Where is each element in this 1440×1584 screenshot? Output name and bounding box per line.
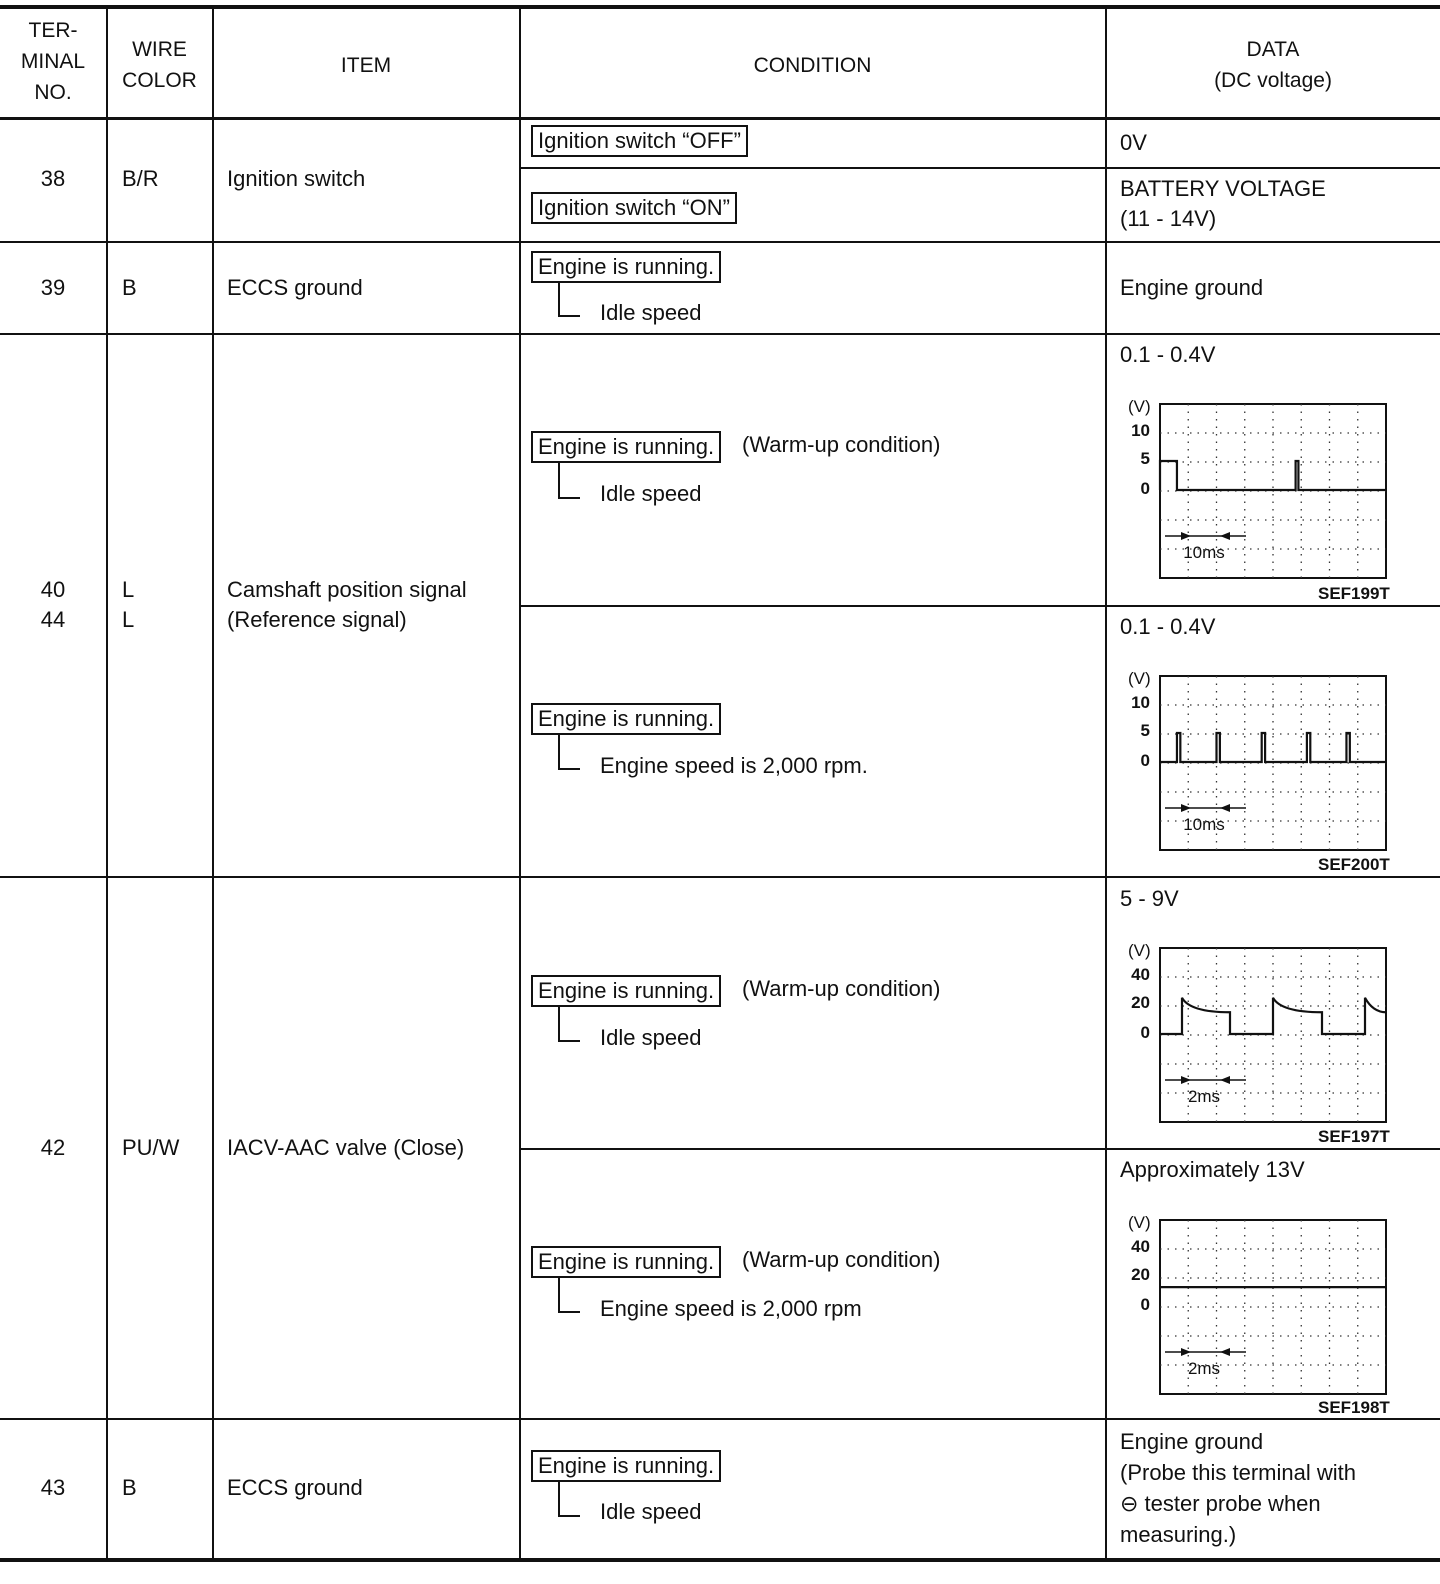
time-span-label: 2ms — [1187, 1087, 1221, 1106]
col-divider — [212, 9, 214, 1560]
col-divider — [106, 9, 108, 1560]
oscilloscope-trace-sef197t — [1120, 936, 1395, 1126]
condition-box-40b: Engine is running. — [531, 703, 721, 735]
time-span-label: 2ms — [1187, 1359, 1221, 1378]
axis-unit-label: (V) — [1128, 941, 1151, 960]
table-top-border — [0, 5, 1440, 9]
row-divider — [0, 1418, 1440, 1420]
figure-code-sef200t: SEF200T — [1318, 855, 1390, 874]
axis-tick-label: 0 — [1140, 479, 1150, 498]
arrow-head — [1220, 804, 1230, 812]
figure-code-sef199t: SEF199T — [1318, 584, 1390, 603]
axis-unit-label: (V) — [1128, 397, 1151, 416]
arrow-head — [1181, 532, 1191, 540]
header-terminal: TER- MINAL NO. — [20, 19, 86, 104]
axis-tick-label: 0 — [1140, 1023, 1150, 1042]
row-divider — [0, 241, 1440, 243]
row38-split — [520, 167, 1440, 169]
arrow-head — [1220, 532, 1230, 540]
figure-code-sef197t: SEF197T — [1318, 1127, 1390, 1146]
col-divider — [1105, 9, 1107, 1560]
condition-sub-40a: Idle speed — [600, 481, 702, 506]
header-divider — [0, 117, 1440, 120]
condition-ign-off: Ignition switch “OFF” — [531, 125, 748, 157]
row-divider — [0, 333, 1440, 335]
data-42b: Approximately 13V — [1120, 1157, 1305, 1182]
table-bottom-border — [0, 1558, 1440, 1562]
data-43: Engine ground (Probe this terminal with ⊖ tester probe when measuring.) — [1120, 1429, 1356, 1547]
data-38-off: 0V — [1120, 130, 1147, 155]
header-wire-color: WIRE COLOR — [122, 38, 197, 92]
axis-tick-label: 5 — [1140, 721, 1150, 740]
oscilloscope-trace-sef199t — [1120, 392, 1395, 582]
header-data: DATA (DC voltage) — [1214, 38, 1332, 92]
wire-42: PU/W — [122, 1135, 180, 1160]
header-item: ITEM — [340, 54, 392, 77]
condition-box-42b: Engine is running. — [531, 1246, 721, 1278]
axis-tick-label: 10 — [1131, 693, 1150, 712]
data-38-on: BATTERY VOLTAGE (11 - 14V) — [1120, 176, 1326, 231]
condition-ign-on: Ignition switch “ON” — [531, 192, 737, 224]
branch-connector — [558, 735, 580, 770]
data-40b: 0.1 - 0.4V — [1120, 614, 1216, 639]
arrow-head — [1220, 1348, 1230, 1356]
data-39: Engine ground — [1120, 275, 1264, 300]
row40-split — [520, 605, 1440, 607]
wire-43: B — [122, 1475, 137, 1500]
wire-40-44: L L — [122, 577, 135, 632]
arrow-head — [1181, 804, 1191, 812]
time-span-label: 10ms — [1183, 815, 1225, 834]
terminal-39: 39 — [40, 275, 66, 300]
terminal-43: 43 — [40, 1475, 66, 1500]
axis-tick-label: 20 — [1131, 993, 1150, 1012]
item-39: ECCS ground — [227, 275, 363, 300]
condition-extra-42a: (Warm-up condition) — [742, 976, 941, 1001]
condition-sub-40b: Engine speed is 2,000 rpm. — [600, 753, 868, 778]
arrow-head — [1220, 1076, 1230, 1084]
time-span-label: 10ms — [1183, 543, 1225, 562]
figure-code-sef198t: SEF198T — [1318, 1398, 1390, 1417]
signal-trace — [1160, 998, 1386, 1034]
axis-tick-label: 5 — [1140, 449, 1150, 468]
condition-box-39: Engine is running. — [531, 251, 721, 283]
data-40a: 0.1 - 0.4V — [1120, 342, 1216, 367]
item-42: IACV-AAC valve (Close) — [227, 1135, 465, 1160]
wire-38: B/R — [122, 166, 159, 191]
axis-tick-label: 20 — [1131, 1265, 1150, 1284]
row42-split — [520, 1148, 1440, 1150]
branch-connector — [558, 283, 580, 317]
oscilloscope-trace-sef200t — [1120, 664, 1395, 854]
wire-39: B — [122, 275, 137, 300]
condition-extra-40a: (Warm-up condition) — [742, 432, 941, 457]
axis-tick-label: 0 — [1140, 751, 1150, 770]
axis-unit-label: (V) — [1128, 1213, 1151, 1232]
item-38: Ignition switch — [227, 166, 366, 191]
axis-tick-label: 40 — [1131, 965, 1150, 984]
arrow-head — [1181, 1076, 1191, 1084]
terminal-42: 42 — [40, 1135, 66, 1160]
axis-tick-label: 0 — [1140, 1295, 1150, 1314]
branch-connector — [558, 463, 580, 499]
condition-extra-42b: (Warm-up condition) — [742, 1247, 941, 1272]
condition-box-43: Engine is running. — [531, 1450, 721, 1482]
branch-connector — [558, 1482, 580, 1517]
axis-tick-label: 10 — [1131, 421, 1150, 440]
terminal-40-44: 40 44 — [40, 577, 66, 632]
item-40-44: Camshaft position signal (Reference signal) — [227, 577, 467, 632]
condition-sub-42b: Engine speed is 2,000 rpm — [600, 1296, 862, 1321]
arrow-head — [1181, 1348, 1191, 1356]
terminal-38: 38 — [40, 166, 66, 191]
row-divider — [0, 876, 1440, 878]
condition-box-42a: Engine is running. — [531, 975, 721, 1007]
axis-tick-label: 40 — [1131, 1237, 1150, 1256]
branch-connector — [558, 1007, 580, 1042]
condition-box-40a: Engine is running. — [531, 431, 721, 463]
branch-connector — [558, 1278, 580, 1313]
header-condition: CONDITION — [753, 54, 872, 77]
oscilloscope-trace-sef198t — [1120, 1208, 1395, 1398]
condition-sub-42a: Idle speed — [600, 1025, 702, 1050]
condition-sub-43: Idle speed — [600, 1499, 702, 1524]
axis-unit-label: (V) — [1128, 669, 1151, 688]
data-42a: 5 - 9V — [1120, 886, 1179, 911]
col-divider — [519, 9, 521, 1560]
condition-sub-39: Idle speed — [600, 300, 702, 325]
item-43: ECCS ground — [227, 1475, 363, 1500]
